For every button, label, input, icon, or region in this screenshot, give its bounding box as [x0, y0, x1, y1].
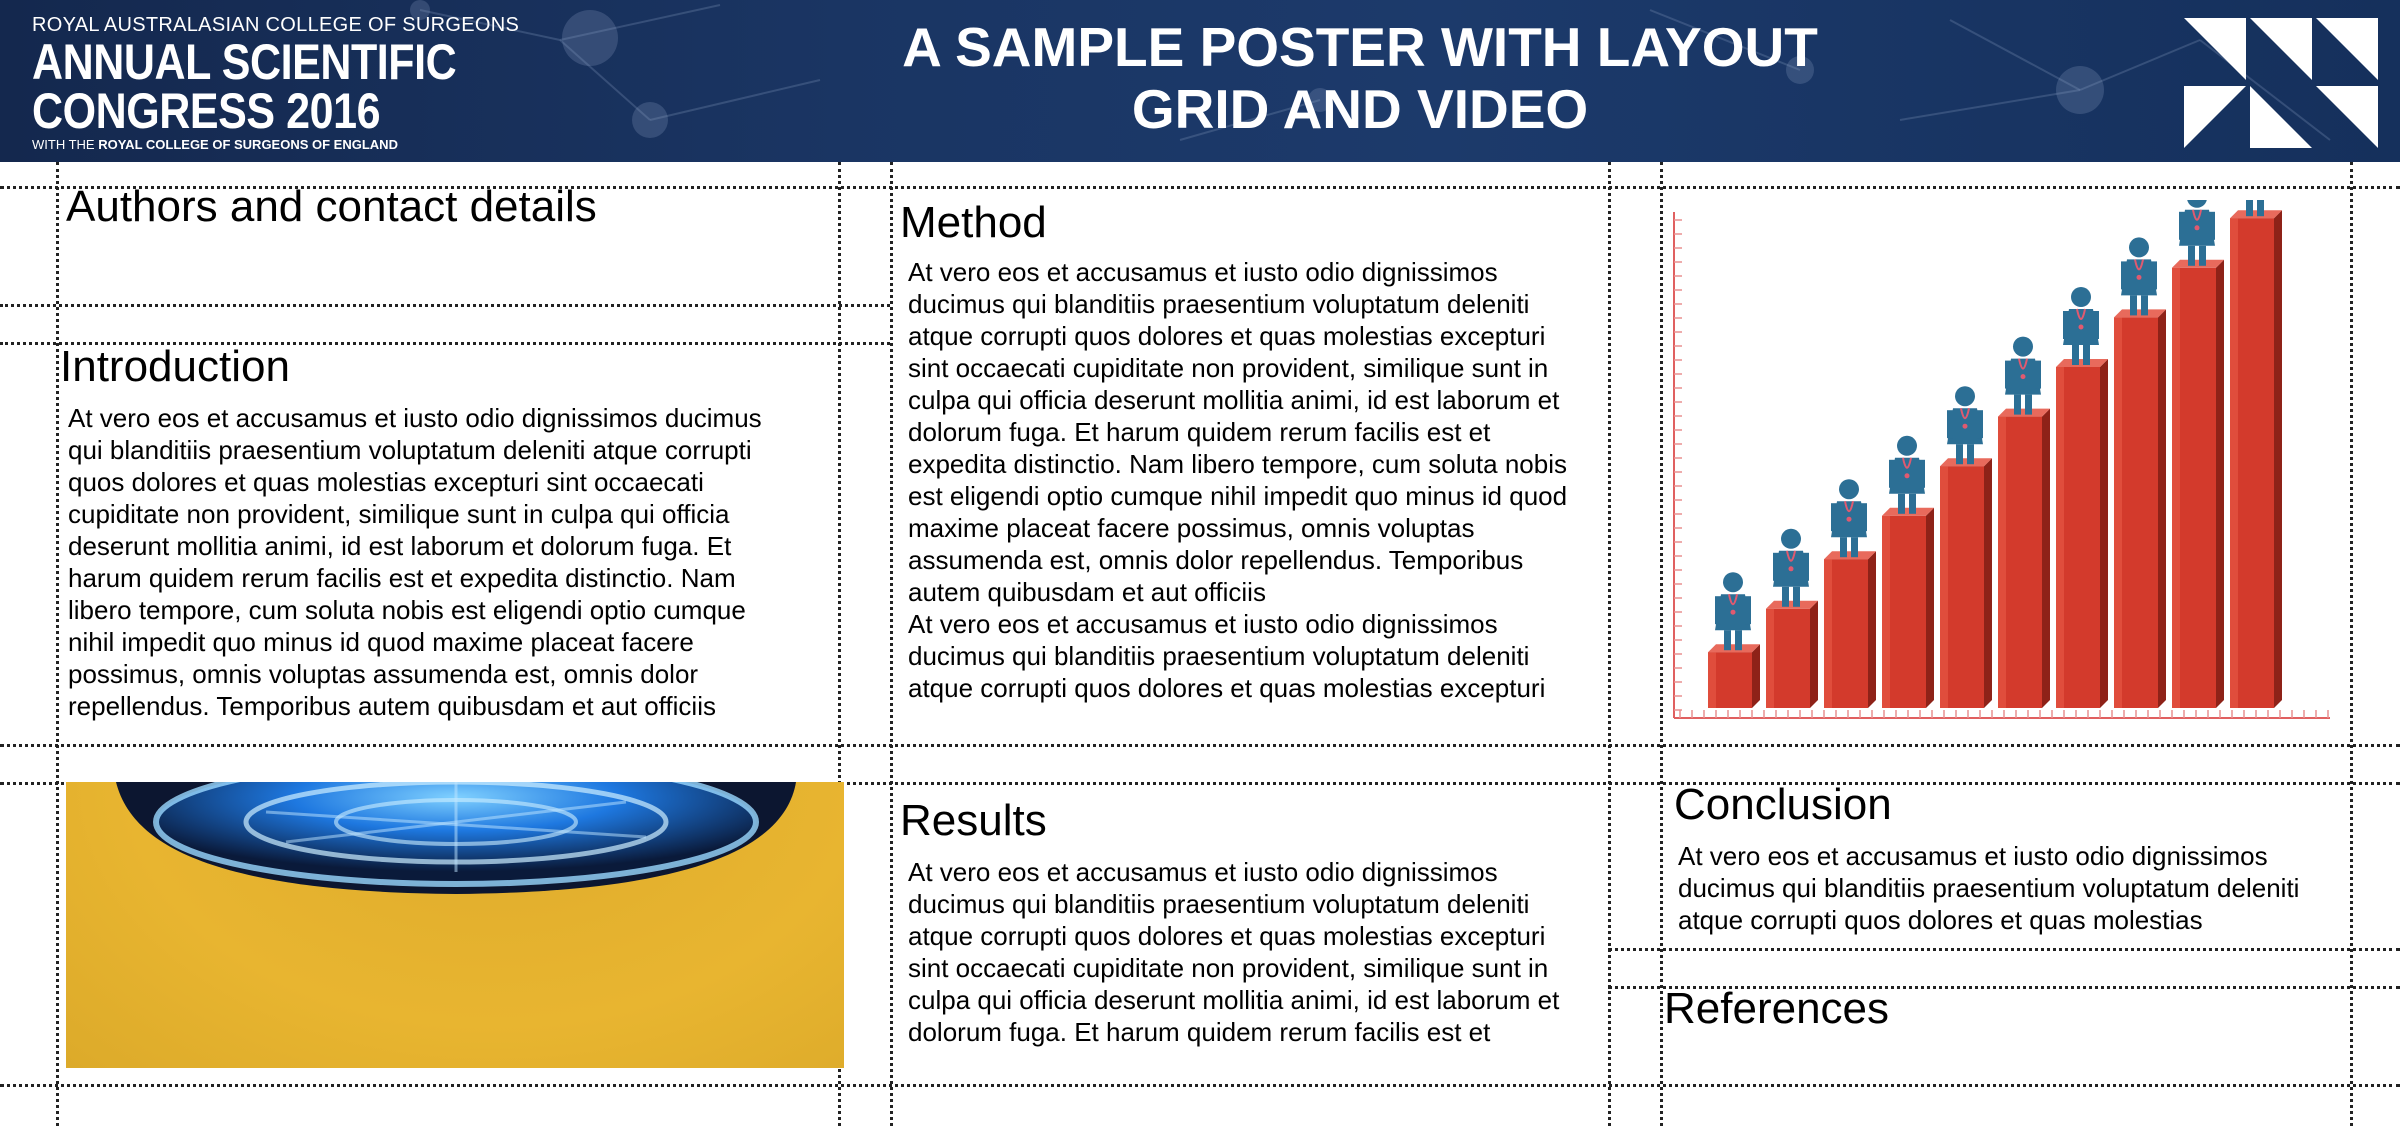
body-line: expedita distinctio. Nam libero tempore, cum soluta nobis	[908, 449, 1567, 479]
congress-logo	[32, 12, 525, 154]
figure-bar	[1882, 508, 1934, 708]
body-line: cupiditate non provident, similique sunt in culpa qui officia	[68, 499, 730, 529]
blue-glowing-burner-icon	[66, 782, 844, 1068]
body-line: atque corrupti quos dolores et quas molestias	[1678, 905, 2203, 935]
grid-guide-horizontal	[1608, 948, 2400, 951]
poster-title	[860, 16, 1860, 140]
introduction-heading: Introduction	[60, 342, 290, 391]
body-line: At vero eos et accusamus et iusto odio dignissimos	[908, 257, 1498, 287]
person-figure-icon	[2121, 237, 2157, 315]
body-line: libero tempore, cum soluta nobis est eligendi optio cumque	[68, 595, 746, 625]
body-line: atque corrupti quos dolores et quas molestias excepturi	[908, 321, 1546, 351]
body-line: maxime placeat facere possimus, omnis voluptas	[908, 513, 1475, 543]
figure-bar	[2172, 260, 2224, 708]
authors-heading: Authors and contact details	[66, 182, 597, 231]
person-figure-icon	[1773, 529, 1809, 607]
poster-title-line1: A SAMPLE POSTER WITH LAYOUT	[902, 16, 1818, 78]
body-line: culpa qui officia deserunt mollitia animi, id est laborum et	[908, 385, 1560, 415]
grid-guide-horizontal	[0, 304, 890, 307]
body-line: autem quibusdam et aut officiis	[908, 577, 1266, 607]
grid-guide-vertical	[56, 162, 59, 1126]
body-line: deserunt mollitia animi, id est laborum et dolorum fuga. Et	[68, 531, 732, 561]
introduction-body	[68, 402, 762, 722]
logo-partner-prefix: WITH THE	[32, 137, 99, 152]
body-line: est eligendi optio cumque nihil impedit quo minus id quod	[908, 481, 1568, 511]
grid-guide-horizontal	[0, 1084, 2400, 1087]
person-figure-icon	[2063, 287, 2099, 365]
poster-header	[0, 0, 2400, 162]
body-line: atque corrupti quos dolores et quas molestias excepturi	[908, 673, 1546, 703]
body-line: sint occaecati cupiditate non provident, similique sunt in	[908, 953, 1549, 983]
logo-partner-name: ROYAL COLLEGE OF SURGEONS OF ENGLAND	[98, 137, 398, 152]
figure-bar	[2230, 210, 2282, 708]
body-line: At vero eos et accusamus et iusto odio dignissimos	[908, 609, 1498, 639]
method-heading: Method	[900, 198, 1047, 247]
person-figure-icon	[2005, 337, 2041, 415]
figure-bars	[1708, 200, 2282, 708]
body-line: culpa qui officia deserunt mollitia animi, id est laborum et	[908, 985, 1560, 1015]
logo-title-line2: CONGRESS 2016	[32, 83, 381, 139]
grid-guide-vertical	[890, 162, 893, 1126]
figure-bar	[1940, 458, 1992, 708]
grid-guide-vertical	[1608, 162, 1611, 1126]
person-figure-icon	[1831, 479, 1867, 557]
body-line: ducimus qui blanditiis praesentium voluptatum deleniti	[908, 641, 1530, 671]
person-figure-icon	[1889, 436, 1925, 514]
body-line: At vero eos et accusamus et iusto odio dignissimos	[1678, 841, 2268, 871]
body-line: harum quidem rerum facilis est et expedita distinctio. Nam	[68, 563, 736, 593]
figure-bar	[2114, 309, 2166, 708]
conclusion-body	[1678, 840, 2299, 936]
figure-bar	[1824, 551, 1876, 708]
body-line: atque corrupti quos dolores et quas molestias excepturi	[908, 921, 1546, 951]
logo-title-line1: ANNUAL SCIENTIFIC	[32, 34, 457, 90]
body-line: sint occaecati cupiditate non provident, similique sunt in	[908, 353, 1549, 383]
body-line: quos dolores et quas molestias excepturi sint occaecati	[68, 467, 704, 497]
body-line: dolorum fuga. Et harum quidem rerum facilis est et	[908, 417, 1491, 447]
body-line: At vero eos et accusamus et iusto odio dignissimos	[908, 857, 1498, 887]
body-line: assumenda est, omnis dolor repellendus. Temporibus	[908, 545, 1524, 575]
person-figure-icon	[1715, 572, 1751, 650]
figure-bar	[1766, 601, 1818, 708]
results-body	[908, 856, 1559, 1048]
body-line: repellendus. Temporibus autem quibusdam et aut officiis	[68, 691, 716, 721]
method-body	[908, 256, 1567, 704]
body-line: ducimus qui blanditiis praesentium voluptatum deleniti	[1678, 873, 2300, 903]
poster-title-line2: GRID AND VIDEO	[1131, 78, 1589, 140]
bar-chart-with-people-icon	[1660, 200, 2340, 730]
references-heading: References	[1664, 984, 1890, 1033]
body-line: possimus, omnis voluptas assumenda est, omnis dolor	[68, 659, 699, 689]
video-still-photo[interactable]	[66, 782, 844, 1068]
logo-college-name: ROYAL AUSTRALASIAN COLLEGE OF SURGEONS	[32, 14, 520, 36]
body-line: dolorum fuga. Et harum quidem rerum facilis est et	[908, 1017, 1491, 1047]
grid-guide-horizontal	[0, 744, 2400, 747]
figure-bar	[2056, 359, 2108, 708]
person-figure-icon	[1947, 386, 1983, 464]
triangle-logo-icon	[2184, 18, 2380, 148]
body-line: ducimus qui blanditiis praesentium voluptatum deleniti	[908, 289, 1530, 319]
grid-guide-vertical	[2350, 162, 2353, 1126]
body-line: nihil impedit quo minus id quod maxime placeat facere	[68, 627, 694, 657]
body-line: At vero eos et accusamus et iusto odio dignissimos ducimus	[68, 403, 762, 433]
figure-bar	[1708, 644, 1760, 708]
person-figure-icon	[2179, 200, 2215, 266]
figure-bar	[1998, 409, 2050, 708]
body-line: ducimus qui blanditiis praesentium voluptatum deleniti	[908, 889, 1530, 919]
conclusion-heading: Conclusion	[1674, 780, 1892, 829]
body-line: qui blanditiis praesentium voluptatum deleniti atque corrupti	[68, 435, 752, 465]
results-heading: Results	[900, 796, 1047, 845]
